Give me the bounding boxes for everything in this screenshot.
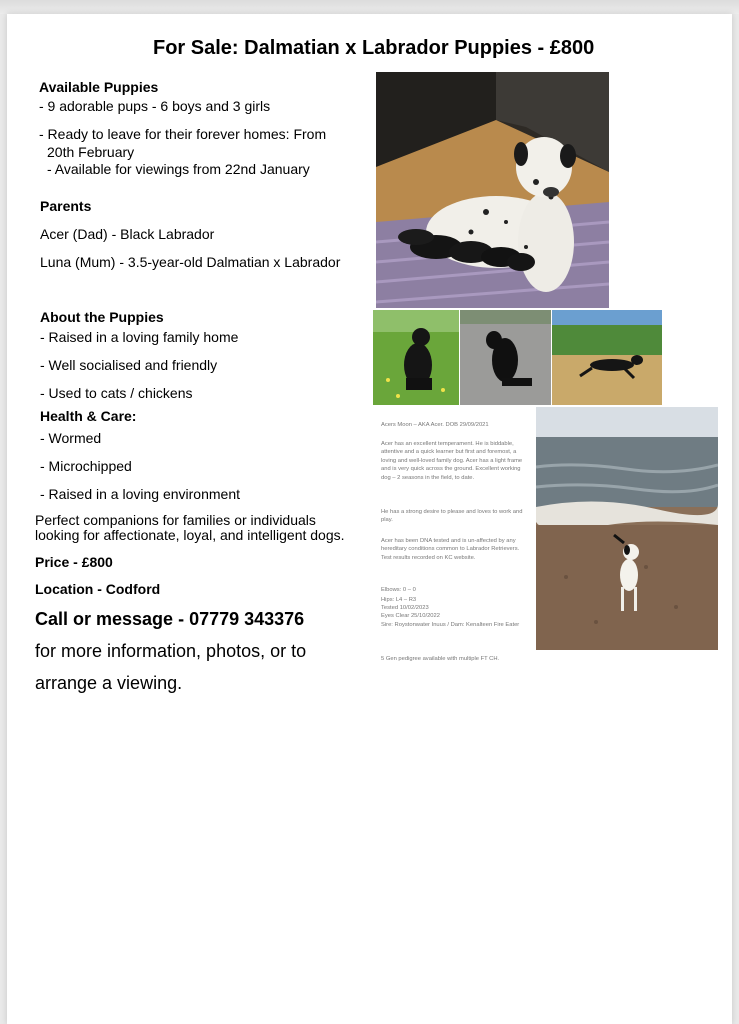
bio-eyes: Eyes Clear 25/10/2022	[381, 613, 440, 619]
parents-heading: Parents	[40, 198, 92, 214]
bio-desire: He has a strong desire to please and loves to work and play.	[381, 509, 523, 524]
call-phone-text: Call or message - 07779 343376	[35, 609, 305, 629]
health-item: - Microchipped	[40, 458, 132, 474]
bio-hips: Hips: L4 – R3	[381, 597, 417, 603]
parent-dad: Acer (Dad) - Black Labrador	[40, 226, 215, 242]
bio-temperament: Acer has an excellent temperament. He is biddable, attentive and a quick learner but first and foremost, a loving and well-loved family dog. Acer has a light frame and is very quick across the ground. Excellent working dog – 2 seasons in the field, to date.	[381, 441, 523, 481]
available-line-viewings: - Available for viewings from 22nd January	[47, 161, 310, 177]
about-heading: About the Puppies	[40, 309, 164, 325]
available-line-pups: - 9 adorable pups - 6 boys and 3 girls	[39, 98, 271, 114]
available-heading: Available Puppies	[39, 79, 159, 95]
acer-sitting-photo	[373, 310, 459, 405]
bio-sire-dam: Sire: Roystonwater Inuus / Dam: Kenalteen Fire Eater	[381, 622, 520, 628]
price-text: Price - £800	[35, 554, 113, 570]
more-info-line-1: for more information, photos, or to	[35, 641, 307, 661]
about-item: - Raised in a loving family home	[40, 329, 239, 345]
screen-top-band	[0, 0, 739, 14]
about-item: - Used to cats / chickens	[40, 385, 193, 401]
bio-pedigree: 5 Gen pedigree available with multiple FT CH.	[381, 656, 500, 662]
available-line-ready: - Ready to leave for their forever homes: From	[39, 126, 327, 142]
more-info-line-2: arrange a viewing.	[35, 673, 183, 693]
acer-bio-panel	[374, 408, 535, 670]
acer-beach-photo	[536, 407, 718, 650]
bio-elbows: Elbows: 0 – 0	[381, 587, 416, 593]
acer-gravel-photo	[460, 310, 551, 405]
companions-line-1: Perfect companions for families or individuals	[35, 512, 316, 528]
health-item: - Wormed	[40, 430, 102, 446]
parent-mum: Luna (Mum) - 3.5-year-old Dalmatian x Labrador	[40, 254, 341, 270]
acer-running-photo	[552, 310, 662, 405]
available-line-date: 20th February	[47, 144, 135, 160]
mother-and-puppies-photo	[376, 72, 609, 308]
location-text: Location - Codford	[35, 581, 161, 597]
bio-dna: Acer has been DNA tested and is un-affected by any hereditary conditions common to Labrador Retrievers. Test results recorded on KC website.	[381, 538, 520, 561]
health-heading: Health & Care:	[40, 408, 137, 424]
companions-line-2: looking for affectionate, loyal, and intelligent dogs.	[35, 527, 345, 543]
health-item: - Raised in a loving environment	[40, 486, 240, 502]
bio-title: Acers Moon – AKA Acer. DOB 29/09/2021	[381, 422, 489, 428]
page-title: For Sale: Dalmatian x Labrador Puppies - £800	[153, 37, 595, 59]
bio-tested: Tested 10/02/2023	[381, 605, 429, 611]
about-item: - Well socialised and friendly	[40, 357, 218, 373]
